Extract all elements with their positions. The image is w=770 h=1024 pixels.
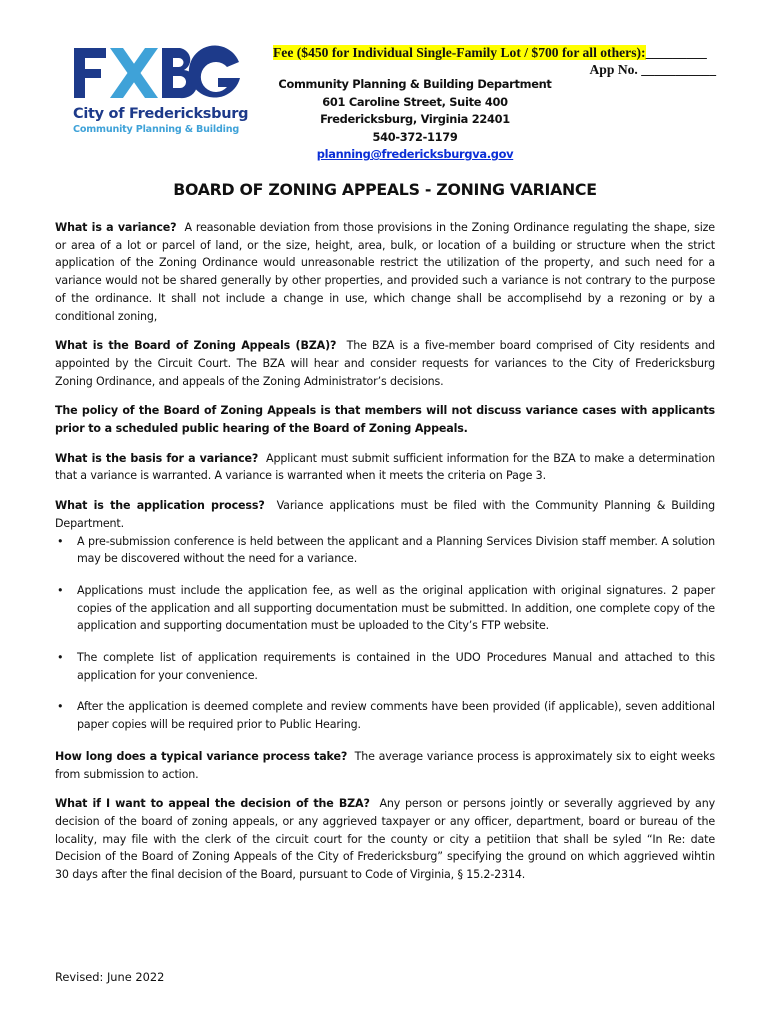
bza-answer: The BZA is a five-member board comprised of City residents and appointed by the Circuit Court. The BZA will hear and consider requests for variances to the City of Fredericksburg Zoning Ordinance, and appeals of the Zoning Administrator’s decisions. [55, 339, 715, 388]
fee-text: Fee ($450 for Individual Single-Family Lot / $700 for all others): [273, 45, 646, 60]
app-number-field[interactable]: App No. ___________ [589, 62, 716, 77]
list-item [55, 649, 715, 684]
document-body [55, 219, 715, 896]
duration-section [55, 748, 715, 783]
bullet-text: The complete list of application requirements is contained in the UDO Procedures Manual and attached to this application for your convenience. [77, 651, 715, 682]
logo-dept-name: Community Planning & Building [73, 124, 240, 135]
policy-text: The policy of the Board of Zoning Appeals is that members will not discuss variance cases with applicants prior to a scheduled public hearing of the Board of Zoning Appeals. [55, 404, 715, 436]
fee-line [273, 45, 718, 61]
logo-city-name: City of Fredericksburg [73, 106, 249, 122]
policy-section [55, 402, 715, 437]
variance-answer: A reasonable deviation from those provisions in the Zoning Ordinance regulating the shape, size or area of a lot or parcel of land, or the size, height, area, bulk, or location of a building or structure when the strict application of the Zoning Ordinance would unreasonable restrict the utilization of the property, and such need for a variance would not be shared generally by other properties, and provided such a variance is not contrary to the purpose of the ordinance. It shall not include a change in use, which change shall be accomplisehd by a rezoning or by a conditional zoning, [55, 221, 715, 323]
department-address [270, 76, 560, 164]
bullet-icon: • [57, 700, 64, 714]
appeal-answer: Any person or persons jointly or severally aggrieved by any decision of the board of zoning appeals, or any aggrieved taxpayer or any officer, department, board or bureau of the locality, may file with the clerk of the circuit court for the county or city a petitiion that shall be syled “In Re: date Decision of the Board of Zoning Appeals of the City of Fredericksburg” specifying the ground on which aggrieved wihtin 30 days after the final decision of the Board, pursuant to Code of Virginia, § 15.2-2314. [55, 797, 716, 882]
street-address: 601 Caroline Street, Suite 400 [322, 94, 508, 109]
bullet-text: Applications must include the application fee, as well as the original application with original signatures. 2 paper copies of the application and all supporting documentation must be submitted. In addition, one complete copy of the application and supporting documentation must be uploaded to the City’s FTP website. [77, 583, 715, 633]
variance-section [55, 219, 715, 325]
bullet-icon: • [57, 583, 64, 597]
city-state-zip: Fredericksburg, Virginia 22401 [320, 112, 510, 126]
variance-question: What is a variance? [55, 221, 177, 234]
fee-blank[interactable]: _________ [645, 45, 707, 60]
duration-answer: The average variance process is approximately six to eight weeks from submission to action. [55, 749, 715, 781]
list-item [55, 533, 715, 568]
duration-question: How long does a typical variance process take? [55, 749, 348, 763]
bullet-text: After the application is deemed complete and review comments have been provided (if applicable), seven additional paper copies will be required prior to Public Hearing. [77, 700, 715, 732]
process-answer: Variance applications must be filed with the Community Planning & Building Department. [55, 499, 715, 530]
dept-name: Community Planning & Building Department [278, 77, 552, 91]
appeal-question: What if I want to appeal the decision of the BZA? [55, 797, 370, 811]
email-link[interactable]: planning@fredericksburgva.gov [316, 147, 514, 161]
basis-section [55, 450, 715, 485]
bullet-icon: • [57, 651, 64, 665]
appeal-section [55, 795, 715, 884]
bza-section [55, 337, 715, 390]
fxbg-logo-mark [72, 42, 242, 104]
bza-question: What is the Board of Zoning Appeals (BZA)? [55, 339, 337, 353]
basis-question: What is the basis for a variance? [55, 451, 259, 465]
city-logo [72, 42, 247, 142]
process-question: What is the application process? [55, 499, 265, 513]
revised-date: Revised: June 2022 [55, 970, 165, 984]
list-item [55, 698, 715, 733]
process-section [55, 497, 715, 532]
bullet-icon: • [57, 534, 64, 548]
phone-number: 540-372-1179 [372, 129, 458, 144]
bullet-text: A pre-submission conference is held between the applicant and a Planning Services Division staff member. A solution may be discovered without the need for a variance. [77, 534, 715, 566]
basis-answer: Applicant must submit sufficient information for the BZA to make a determination that a variance is warranted. A variance is warranted when it meets the criteria on Page 3. [55, 451, 715, 483]
list-item [55, 582, 715, 635]
page-title: BOARD OF ZONING APPEALS - ZONING VARIANCE [173, 180, 597, 199]
